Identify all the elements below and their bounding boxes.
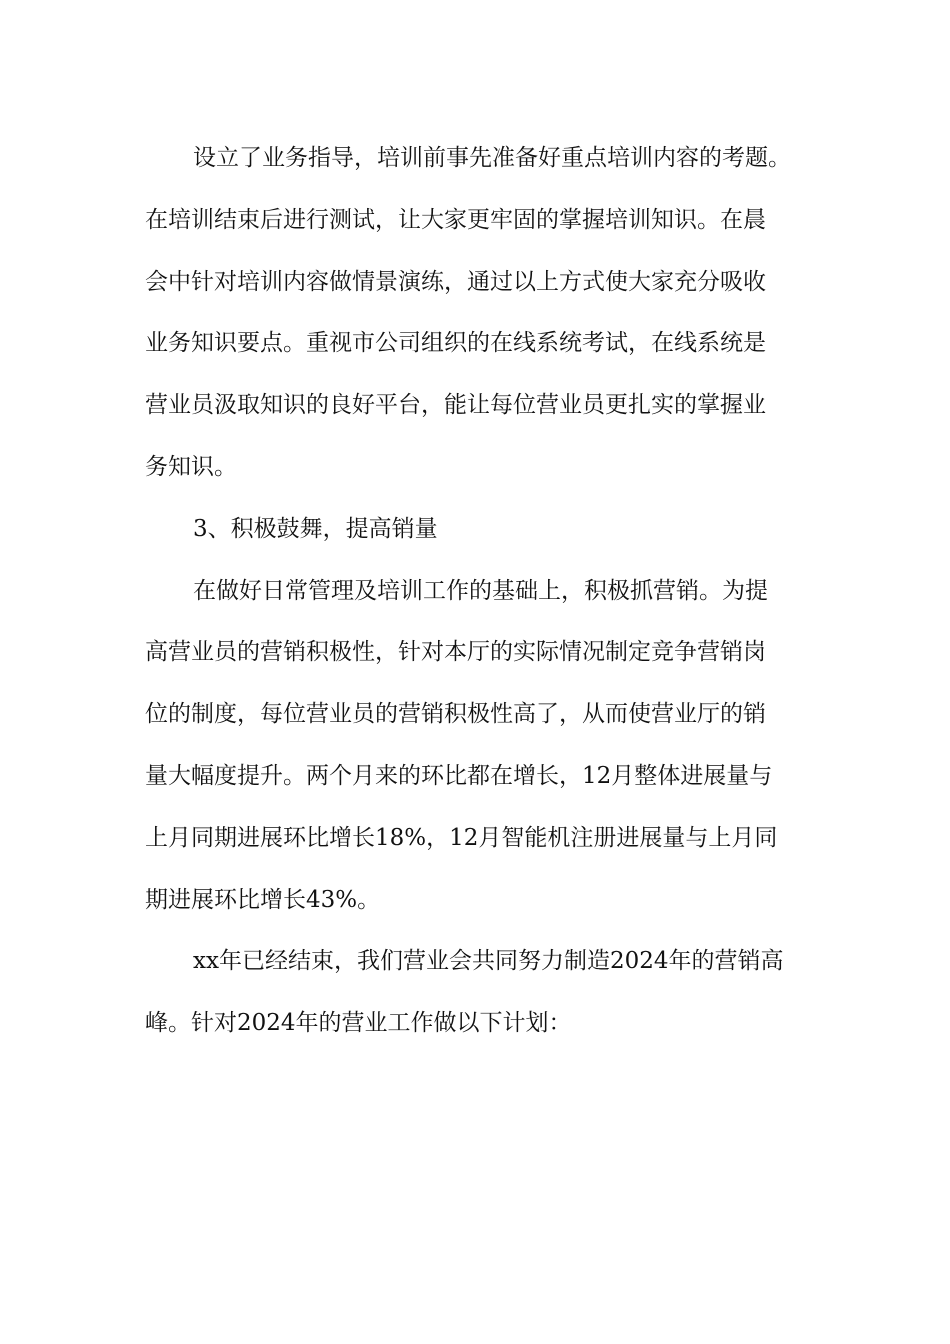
- paragraph-line: 量大幅度提升。两个月来的环比都在增长，12月整体进展量与: [145, 762, 773, 789]
- paragraph-line: 务知识。: [145, 453, 237, 480]
- document-body: [145, 128, 825, 1055]
- paragraph-line: 期进展环比增长43%。: [145, 886, 381, 913]
- paragraph-line: 在培训结束后进行测试，让大家更牢固的掌握培训知识。在晨: [145, 206, 766, 233]
- paragraph-line: 业务知识要点。重视市公司组织的在线系统考试，在线系统是: [145, 330, 766, 357]
- paragraph-line: xx年已经结束，我们营业会共同努力制造2024年的营销高: [193, 948, 784, 975]
- paragraph-line: 营业员汲取知识的良好平台，能让每位营业员更扎实的掌握业: [145, 392, 766, 419]
- paragraph-line: 高营业员的营销积极性，针对本厅的实际情况制定竞争营销岗: [145, 639, 766, 666]
- paragraph-line: 峰。针对2024年的营业工作做以下计划：: [145, 1010, 572, 1037]
- paragraph-line: 设立了业务指导，培训前事先准备好重点培训内容的考题。: [193, 145, 791, 171]
- paragraph-line: 位的制度，每位营业员的营销积极性高了，从而使营业厅的销: [145, 701, 766, 728]
- paragraph-line: 上月同期进展环比增长18%，12月智能机注册进展量与上月同: [145, 824, 778, 851]
- paragraph-line: 在做好日常管理及培训工作的基础上，积极抓营销。为提: [193, 577, 768, 604]
- section-heading: 3、积极鼓舞，提高销量: [193, 515, 438, 542]
- paragraph-line: 会中针对培训内容做情景演练，通过以上方式使大家充分吸收: [145, 268, 766, 295]
